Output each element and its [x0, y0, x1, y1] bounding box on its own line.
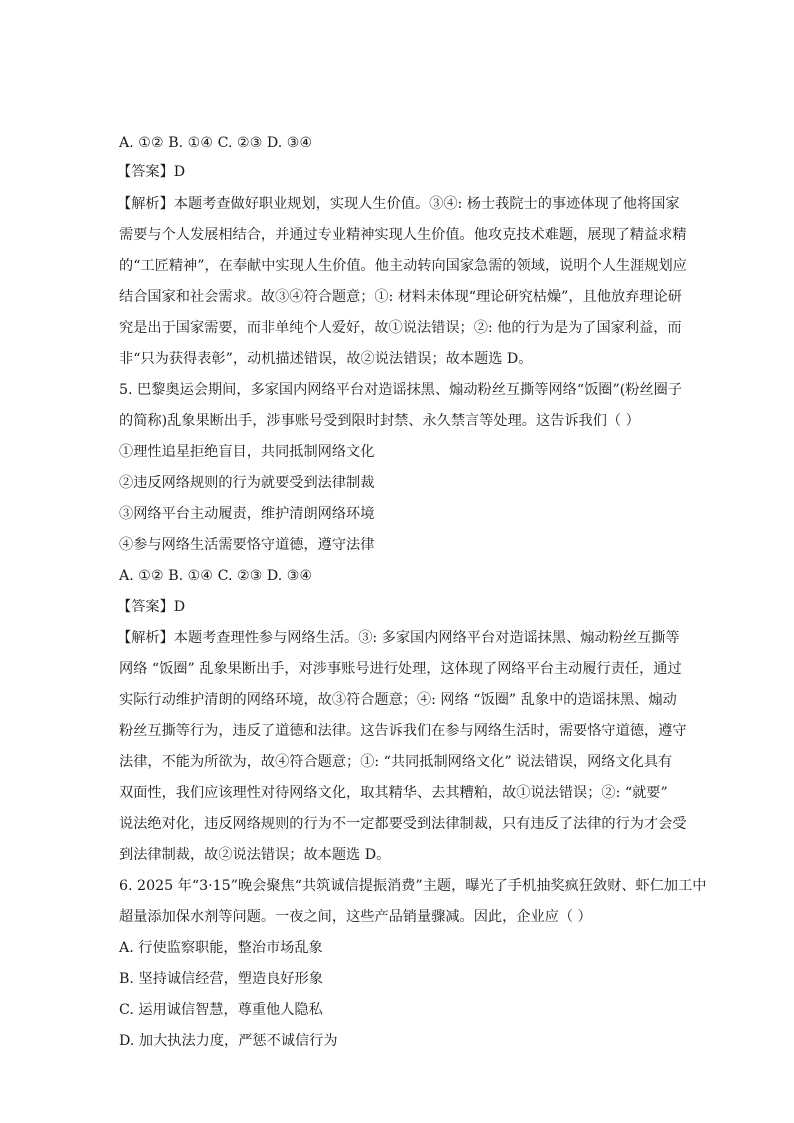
q5-statement-4: ④参与网络生活需要恪守道德，遵守法律: [119, 537, 375, 553]
q5-analysis-line-4: 粉丝互撕等行为，违反了道德和法律。这告诉我们在参与网络生活时，需要恪守道德，遵守: [119, 723, 687, 739]
q4-analysis-line-6: 非“只为获得表彰”，动机描述错误，故②说法错误；故本题选 D。: [119, 351, 533, 367]
q6-option-c: C. 运用诚信智慧，尊重他人隐私: [119, 1002, 323, 1018]
q4-answer: 【答案】D: [117, 164, 186, 180]
q4-options: A. ①② B. ①④ C. ②③ D. ③④: [119, 135, 313, 151]
q4-analysis-line-2: 需要与个人发展相结合，并通过专业精神实现人生价值。他攻克技术难题，展现了精益求精: [119, 227, 687, 243]
q4-analysis-line-4: 结合国家和社会需求。故③④符合题意；①: 材料未体现“理论研究枯燥”，且他放弃理论研: [119, 289, 682, 305]
q5-options: A. ①② B. ①④ C. ②③ D. ③④: [119, 568, 313, 584]
q5-analysis-line-5: 法律，不能为所欲为，故④符合题意；①: “共同抵制网络文化” 说法错误，网络文化具有: [119, 754, 673, 770]
q5-analysis-line-3: 实际行动维护清朗的网络环境，故③符合题意；④: 网络 “饭圈” 乱象中的造谣抹黑、煽动: [119, 692, 677, 708]
q5-statement-2: ②违反网络规则的行为就要受到法律制裁: [119, 475, 375, 491]
q5-statement-3: ③网络平台主动履责，维护清朗网络环境: [119, 506, 375, 522]
q6-stem-line-2: 超量添加保水剂等问题。一夜之间，这些产品销量骤减。因此，企业应（ ）: [119, 909, 592, 925]
q4-analysis-line-1: 【解析】本题考查做好职业规划，实现人生价值。③④: 杨士莪院士的事迹体现了他将国家: [117, 196, 680, 212]
q5-analysis-line-8: 到法律制裁，故②说法错误；故本题选 D。: [119, 847, 391, 863]
q4-analysis-line-5: 究是出于国家需要，而非单纯个人爱好，故①说法错误；②: 他的行为是为了国家利益，而: [119, 320, 682, 336]
q5-analysis-line-6: 双面性，我们应该理性对待网络文化，取其精华、去其糟粕，故①说法错误；②: “就要”: [119, 785, 668, 801]
q5-analysis-line-7: 说法绝对化，违反网络规则的行为不一定都要受到法律制裁，只有违反了法律的行为才会受: [119, 816, 687, 832]
q5-stem-line-2: 的简称)乱象果断出手，涉事账号受到限时封禁、永久禁言等处理。这告诉我们（ ）: [119, 413, 640, 429]
q5-analysis-line-1: 【解析】本题考查理性参与网络生活。③: 多家国内网络平台对造谣抹黑、煽动粉丝互撕等: [117, 630, 680, 646]
q6-option-d: D. 加大执法力度，严惩不诚信行为: [119, 1033, 338, 1049]
q5-stem-line-1: 5. 巴黎奥运会期间，多家国内网络平台对造谣抹黑、煽动粉丝互撕等网络“饭圈”(粉丝圈子: [119, 382, 683, 398]
q6-stem-line-1: 6. 2025 年“3·15”晚会聚焦“共筑诚信提振消费”主题，曝光了手机抽奖疯狂敛财、虾仁加工中: [119, 878, 707, 894]
q5-answer: 【答案】D: [117, 599, 186, 615]
q6-option-a: A. 行使监察职能，整治市场乱象: [119, 940, 323, 956]
q5-analysis-line-2: 网络 “饭圈” 乱象果断出手，对涉事账号进行处理，这体现了网络平台主动履行责任，通过: [119, 661, 682, 677]
q5-statement-1: ①理性追星拒绝盲目，共同抵制网络文化: [119, 444, 375, 460]
q4-analysis-line-3: 的“工匠精神”，在奉献中实现人生价值。他主动转向国家急需的领域，说明个人生涯规划应: [119, 258, 687, 274]
q6-option-b: B. 坚持诚信经营，塑造良好形象: [119, 971, 323, 987]
